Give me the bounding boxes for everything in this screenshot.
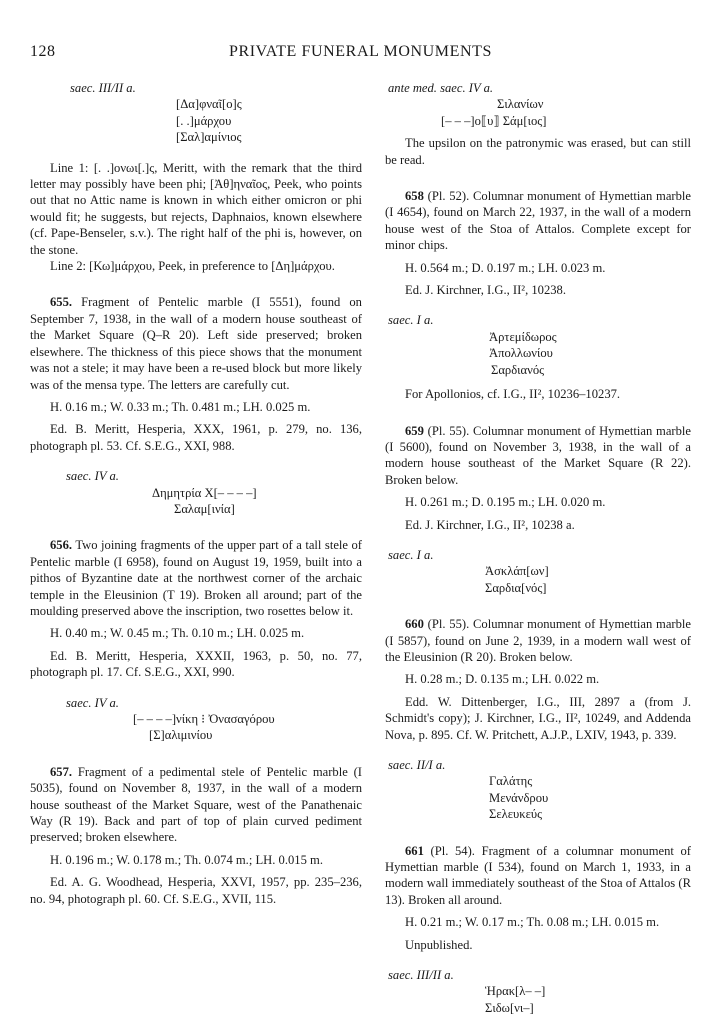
edition-reference: Ed. B. Meritt, Hesperia, XXX, 1961, p. 279, no. 136, photograph pl. 53. Cf. S.E.G., XXI, 988.	[30, 422, 362, 453]
date-line: saec. I a.	[388, 313, 434, 328]
entry-description: (Pl. 55). Columnar monument of Hymettian marble (I 5857), found on June 2, 1939, in a modern wall west of the Eleusinion (R 20). Broken below.	[385, 617, 691, 664]
greek-inscription	[30, 711, 362, 744]
measurements: H. 0.564 m.; D. 0.197 m.; LH. 0.023 m.	[405, 260, 606, 275]
inscription-line: Ἀρτεμίδωρος	[489, 329, 557, 344]
entry-number: 660	[405, 617, 424, 632]
commentary-note: The upsilon on the patronymic was erased, but can still be read.	[385, 136, 691, 167]
page-number: 128	[30, 43, 56, 60]
entry-description: (Pl. 52). Columnar monument of Hymettian marble (I 4654), found on March 22, 1937, in the wall of a modern house west of the Stoa of Attalos. Complete except for minor chips.	[385, 189, 691, 253]
date-line: saec. IV a.	[66, 469, 119, 484]
edition-reference: Edd. W. Dittenberger, I.G., III, 2897 a (from J. Schmidt's copy); J. Kirchner, I.G., II², 10249, and Addenda Nova, p. 895. Cf. W. Pritchett, A.J.P., LXIV, 1943, p. 339.	[385, 694, 691, 742]
entry-660	[385, 616, 691, 822]
measurements: H. 0.28 m.; D. 0.135 m.; LH. 0.022 m.	[405, 672, 600, 687]
greek-inscription	[30, 96, 362, 145]
commentary-note: For Apollonios, cf. I.G., II², 10236–10237.	[405, 387, 621, 402]
commentary-note: Line 1: [. .]ονωι[.]ς, Meritt, with the remark that the third letter may possibly have been phi; [Ἀθ]ηναῖος, Peek, who points out that no Attic name is known in which either omicron or phi would fit; he suggests, but rejects, Daphnaios, known elsewhere (cf. Pape-Benseler, s.v.). The right half of the phi is, however, on the stone.	[30, 160, 362, 257]
commentary-note: Line 2: [Κω]μάρχου, Peek, in preference to [Δη]μάρχου.	[50, 259, 335, 274]
greek-inscription	[385, 773, 691, 822]
edition-reference: Ed. A. G. Woodhead, Hesperia, XXVI, 1957, pp. 235–236, no. 94, photograph pl. 60. Cf. S.E.G., XVII, 115.	[30, 875, 362, 906]
entry-656	[30, 537, 362, 743]
inscription-line: [Σ]αλιμινίου	[149, 728, 213, 743]
entry-number: 656.	[50, 538, 73, 553]
entry-number: 657.	[50, 764, 73, 779]
inscription-line: Μενάνδρου	[489, 790, 549, 805]
inscription-line: Γαλάτης	[489, 774, 533, 789]
inscription-line: [– – –]ο⟦υ⟧ Σάμ[ιος]	[441, 113, 547, 128]
inscription-line: Σαρδιανός	[491, 362, 545, 377]
date-line: saec. II/I a.	[388, 758, 446, 772]
entry-661	[385, 843, 691, 1017]
entry-description: (Pl. 54). Fragment of a columnar monument of Hymettian marble (I 534), found on March 1, 1933, in a modern wall immediately southeast of the Stoa of Attalos (R 13). Broken all around.	[385, 843, 691, 907]
greek-inscription	[385, 96, 691, 129]
inscription-line: Σελευκεύς	[489, 807, 543, 822]
entry-number: 659	[405, 423, 424, 438]
running-title: PRIVATE FUNERAL MONUMENTS	[228, 43, 493, 60]
inscription-line: Σαρδια[νός]	[485, 580, 547, 595]
date-line: saec. III/II a.	[388, 968, 454, 983]
right-column	[385, 80, 691, 1016]
inscription-line: [Σαλ]αμίνιος	[176, 130, 242, 145]
entry-657	[30, 764, 362, 907]
entry-description: (Pl. 55). Columnar monument of Hymettian marble (I 5600), found on November 3, 1938, in the wall of a modern house southeast of the Market Square (R 22). Broken below.	[385, 423, 691, 487]
entry-658	[385, 188, 691, 402]
edition-reference: Unpublished.	[405, 937, 473, 952]
date-line: ante med. saec. IV a.	[388, 81, 494, 95]
greek-inscription	[30, 485, 362, 518]
inscription-line: Ἀσκλάπ[ων]	[485, 564, 549, 579]
entry-655	[30, 294, 362, 517]
entry-number: 658	[405, 189, 424, 204]
left-column	[30, 80, 362, 907]
entry-number: 655.	[50, 295, 73, 310]
entry-description: Two joining fragments of the upper part of a tall stele of Pentelic marble (I 6958), found on August 19, 1959, built into a pithos of Byzantine date at the northwest corner of the archaic temple in the Eleusinion (T 19). Broken all around; part of the moulding preserved above the inscription, two rosettes below it.	[30, 538, 362, 618]
entry-number: 661	[405, 843, 424, 858]
date-line: saec. III/II a.	[70, 81, 136, 95]
greek-inscription	[385, 329, 691, 378]
inscription-line: Σαλαμ[ινία]	[174, 501, 235, 516]
inscription-line: [. .]μάρχου	[176, 113, 232, 128]
measurements: H. 0.40 m.; W. 0.45 m.; Th. 0.10 m.; LH. 0.025 m.	[50, 626, 305, 641]
date-line: saec. IV a.	[66, 695, 119, 710]
running-header	[30, 44, 691, 68]
edition-reference: Ed. J. Kirchner, I.G., II², 10238 a.	[405, 517, 575, 532]
measurements: H. 0.261 m.; D. 0.195 m.; LH. 0.020 m.	[405, 495, 606, 510]
inscription-line: Δημητρία Χ[– – – –]	[152, 485, 257, 500]
measurements: H. 0.196 m.; W. 0.178 m.; Th. 0.074 m.; LH. 0.015 m.	[50, 852, 323, 867]
measurements: H. 0.16 m.; W. 0.33 m.; Th. 0.481 m.; LH. 0.025 m.	[50, 399, 311, 414]
measurements: H. 0.21 m.; W. 0.17 m.; Th. 0.08 m.; LH. 0.015 m.	[405, 915, 660, 930]
entry-659	[385, 423, 691, 597]
inscription-line: [– – – –]νίκη ⁝ Ὀνασαγόρου	[133, 712, 275, 726]
inscription-line: Ἀπολλωνίου	[489, 346, 553, 361]
edition-reference: Ed. J. Kirchner, I.G., II², 10238.	[405, 283, 567, 298]
inscription-line: [Δα]φναῖ[ο]ς	[176, 97, 242, 112]
inscription-line: Σιλανίων	[497, 97, 544, 112]
date-line: saec. I a.	[388, 547, 434, 562]
greek-inscription	[385, 563, 691, 596]
entry-description: Fragment of a pedimental stele of Pentelic marble (I 5035), found on November 8, 1937, in the wall of a modern house southeast of the Market Square, west of the Panathenaic Way (R 19). Back and part of top of plain curved pediment preserved; broken elsewhere.	[30, 764, 362, 845]
edition-reference: Ed. B. Meritt, Hesperia, XXXII, 1963, p. 50, no. 77, photograph pl. 17. Cf. S.E.G., XXI, 990.	[30, 648, 362, 680]
inscription-line: Σιδω[νι–]	[485, 1000, 534, 1015]
greek-inscription	[385, 983, 691, 1016]
entry-description: Fragment of Pentelic marble (I 5551), found on September 7, 1938, in the wall of a modern house southeast of the Market Square (Q–R 20). Left side preserved; broken elsewhere. The thickness of this piece shows that the monument was not a stele; it may have been a re-used block but more likely was of the mensa type. The letters are carefully cut.	[30, 295, 362, 392]
inscription-line: Ἡρακ[λ– –]	[485, 984, 546, 999]
